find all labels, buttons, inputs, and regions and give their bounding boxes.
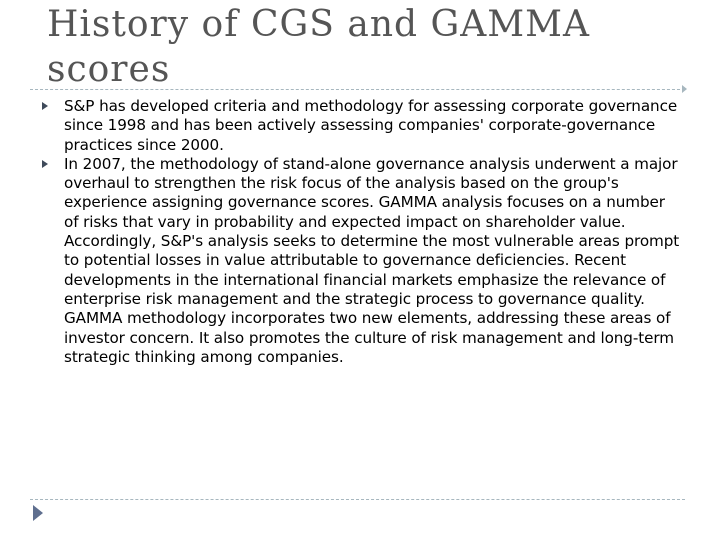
bullet-text: In 2007, the methodology of stand-alone governance analysis underwent a major overhaul to strengthen the risk focus of the analysis based on the group's experience assigning governance scores. GAMMA analysis focuses on a number of risks that vary in probability and expected impact on shareholder value. Accordingly, S&P's analysis seeks to determine the most vulnerable areas prompt to potential losses in value attributable to governance deficiencies. Recent developments in the international financial markets emphasize the relevance of enterprise risk management and the strategic process to governance quality. GAMMA methodology incorporates two new elements, addressing these areas of investor concern. It also promotes the culture of risk management and long-term strategic thinking among companies. [64,154,680,366]
footer-divider [30,499,685,500]
next-slide-arrow-icon[interactable] [33,505,43,521]
bullet-list [40,97,680,367]
divider-end-marker [682,85,687,93]
slide-title: History of CGS and GAMMA scores [47,4,590,90]
bullet-item [40,155,680,367]
title-divider [30,89,685,90]
bullet-item [40,97,680,155]
triangle-bullet-icon [42,102,48,110]
triangle-bullet-icon [42,160,48,168]
bullet-text: S&P has developed criteria and methodology for assessing corporate governance since 1998 and has been actively assessing companies' corporate-governance practices since 2000. [64,97,678,154]
